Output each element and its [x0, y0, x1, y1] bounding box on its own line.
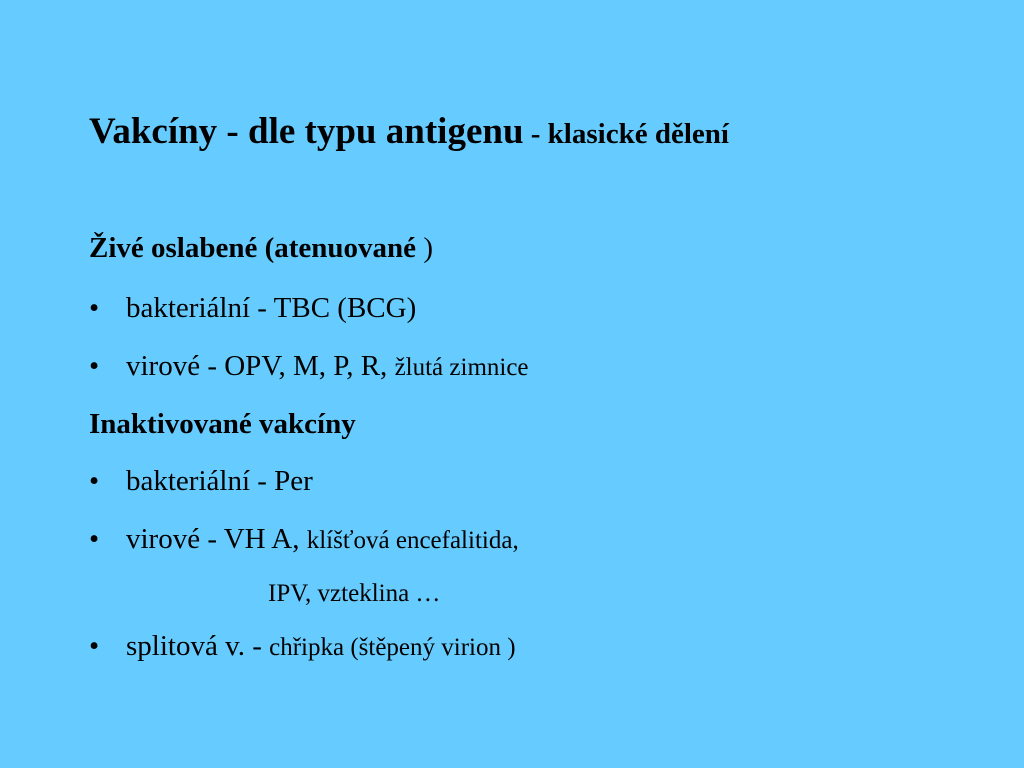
list-item-text: bakteriální - TBC (BCG) [126, 292, 417, 324]
bullet-icon: • [89, 350, 100, 382]
live-vaccines-heading [89, 232, 433, 265]
slide-title-sub: - klasické dělení [523, 118, 729, 150]
list-item-small-text: klíšťová encefalitida, [306, 527, 519, 554]
list-item-small-text: žlutá zimnice [394, 354, 529, 381]
list-item-text: virové - VH A, [126, 523, 307, 555]
list-item [89, 350, 529, 383]
bullet-icon: • [89, 292, 100, 324]
slide-title-main: Vakcíny - dle typu antigenu [89, 111, 524, 152]
bullet-icon: • [89, 523, 100, 555]
list-item [89, 465, 313, 498]
list-item [89, 630, 516, 663]
list-item [89, 523, 519, 556]
bullet-icon: • [89, 630, 100, 662]
list-item-text: splitová v. - [126, 630, 270, 662]
live-vaccines-heading-paren: ) [416, 232, 433, 264]
inactivated-vaccines-heading: Inaktivované vakcíny [89, 408, 356, 440]
list-item [89, 292, 416, 325]
live-vaccines-heading-text: Živé oslabené (atenuované [89, 232, 417, 264]
list-item-continuation: IPV, vzteklina … [268, 580, 441, 607]
list-item-text: virové - OPV, M, P, R, [126, 350, 395, 382]
list-item-small-text: chřipka (štěpený virion ) [269, 634, 516, 661]
slide-title [89, 110, 729, 153]
bullet-icon: • [89, 465, 100, 497]
list-item-text: bakteriální - Per [126, 465, 313, 497]
